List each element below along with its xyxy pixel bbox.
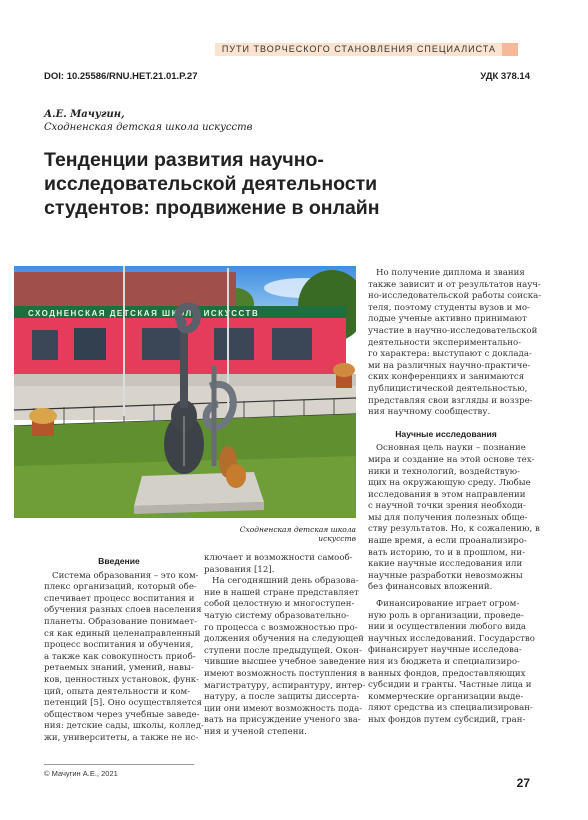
page-number: 27 xyxy=(516,776,530,790)
text-line: Но получение диплома и звания xyxy=(376,268,525,278)
text-line: должения обучения на следующей xyxy=(204,634,364,645)
text-line: ния: детские сады, школы, коллед- xyxy=(44,721,204,732)
section-heading-introduction: Введение xyxy=(98,556,140,566)
header-accent-square xyxy=(502,43,518,56)
column-3 xyxy=(368,268,542,727)
column-2 xyxy=(204,553,366,739)
text-line: ние в нашей стране представляет xyxy=(204,587,359,598)
text-line: без финансовых вложений. xyxy=(368,582,493,593)
text-line: щих на окружающую среду. Любые xyxy=(368,478,531,489)
text-line: ретаемых знаний, умений, навы- xyxy=(44,663,194,674)
text-line: коммерческие организации выде- xyxy=(368,691,524,702)
text-line: вать историю, то и в прошлом, ни- xyxy=(368,547,525,558)
text-line: петенций [5]. Оно осуществляется xyxy=(44,698,202,709)
text-line: Финансирование играет огром- xyxy=(376,599,520,610)
text-line: магистратуру, аспирантуру, интер- xyxy=(204,680,366,691)
text-line: научных исследований. Государство xyxy=(368,633,535,644)
text-line: разования [12]. xyxy=(204,564,275,575)
text-line: деятельности экспериментально- xyxy=(368,337,522,348)
text-line: лодые ученые активно принимают xyxy=(368,314,527,325)
text-line: Основная цель науки – познание xyxy=(376,443,526,454)
text-line: ций, опыта деятельности и ком- xyxy=(44,686,191,697)
text-line: ную роль в организации, проведе- xyxy=(368,610,524,621)
building-sign: СХОДНЕНСКАЯ ДЕТСКАЯ ШКОЛА ИСКУССТВ xyxy=(28,309,260,318)
text-line: Система образования – это ком- xyxy=(52,570,199,581)
text-line: ции они имеют возможность пода- xyxy=(204,703,363,714)
running-header-text: ПУТИ ТВОРЧЕСКОГО СТАНОВЛЕНИЯ СПЕЦИАЛИСТА xyxy=(221,44,496,54)
article-title xyxy=(44,148,434,220)
section-heading-research: Научные исследования xyxy=(395,428,497,439)
figure-caption: Сходненская детская школа искусств xyxy=(239,525,356,543)
title-line: студентов: продвижение в онлайн xyxy=(44,197,380,219)
text-line: субсидии и гранты. Частные лица и xyxy=(368,680,532,691)
title-line: Тенденции развития научно- xyxy=(44,149,324,171)
text-line: натуру, а после защиты диссерта- xyxy=(204,692,360,703)
text-line: обществом через учебные заведе- xyxy=(44,709,200,720)
text-line: ми на различных научно-практиче- xyxy=(368,360,531,371)
copyright: © Мачугин А.Е., 2021 xyxy=(44,769,118,778)
text-line: участие в научно-исследовательской xyxy=(368,325,538,336)
footnote-divider xyxy=(44,764,194,765)
text-line: ники и технологий, воздействую- xyxy=(368,466,521,477)
text-line: имеют возможность поступления в xyxy=(204,668,366,679)
text-line: собой целостную и многоступен- xyxy=(204,599,355,610)
title-line: исследовательской деятельности xyxy=(44,173,378,195)
author-name: А.Е. Мачугин, xyxy=(44,109,125,120)
running-header xyxy=(215,43,518,56)
text-line: но-исследовательской работы соиска- xyxy=(368,291,542,302)
text-line: ния научному сообществу. xyxy=(368,407,491,418)
text-line: вать на присуждение ученого зва- xyxy=(204,715,361,726)
text-line: ния и ученой степени. xyxy=(204,726,307,737)
text-line: На сегодняшний день образова- xyxy=(212,576,359,587)
text-line: мира и создание на этой основе тех- xyxy=(368,454,535,465)
author-affiliation: Сходненская детская школа искусств xyxy=(44,122,253,133)
text-line: ству результатов. Но, к сожалению, в xyxy=(368,524,540,535)
text-line: ния из бюджета и специализиро- xyxy=(368,657,520,667)
text-line: ступени после предыдущей. Окон- xyxy=(204,645,362,656)
text-line: процесс воспитания и обучения, xyxy=(44,640,194,651)
text-line: представляя свои взгляды и воззре- xyxy=(368,395,533,406)
text-line: нии и осуществлении любого вида xyxy=(368,622,527,633)
text-line: жи, университеты, а также не ис- xyxy=(44,732,199,743)
text-line: какие научные исследования или xyxy=(368,559,523,570)
text-line: обучения разных слоев населения xyxy=(44,605,202,616)
text-line: а также как совокупность приоб- xyxy=(44,651,196,662)
text-line: наше время, а если проанализиро- xyxy=(368,536,527,547)
text-line: го процесса с возможностью про- xyxy=(204,622,358,633)
school-photo xyxy=(14,266,356,518)
text-line: ных фондов путем субсидий, гран- xyxy=(368,714,526,725)
text-line: с научной точки зрения необходи- xyxy=(368,501,526,512)
text-line: чатую систему образовательно- xyxy=(204,610,350,621)
text-line: ванных фондов, предоставляющих xyxy=(368,668,526,679)
text-line: также зависит и от результатов науч- xyxy=(368,279,541,290)
text-line: ляют средства из специализирован- xyxy=(368,703,533,714)
text-line: спечивает процесс воспитания и xyxy=(44,593,195,604)
udk: УДК 378.14 xyxy=(480,71,530,82)
text-line: ков, ценностных установок, функ- xyxy=(44,674,200,685)
text-line: плекс организаций, который обе- xyxy=(44,582,197,593)
text-line: планеты. Образование понимает- xyxy=(44,616,198,627)
text-line: теля, поэтому студенты вузов и мо- xyxy=(368,302,530,313)
text-line: ских конференциях и занимаются xyxy=(368,372,525,383)
text-line: го характера: выступают с доклада- xyxy=(368,349,532,360)
text-line: ся как единый целенаправленный xyxy=(44,628,201,639)
text-line: публицистической деятельностью, xyxy=(368,383,528,394)
school-photo-illustration xyxy=(14,266,356,518)
text-line: ключает и возможности самооб- xyxy=(204,553,353,563)
column-1 xyxy=(44,553,204,745)
text-line: чившие высшее учебное заведение xyxy=(204,657,366,668)
text-line: финансирует научные исследова- xyxy=(368,645,522,656)
text-line: исследования в этом направлении xyxy=(368,489,526,500)
text-line: научные разработки невозможны xyxy=(368,570,523,581)
doi[interactable]: DOI: 10.25586/RNU.HET.21.01.P.27 xyxy=(44,71,198,82)
text-line: мы для получения полезных обще- xyxy=(368,512,528,523)
